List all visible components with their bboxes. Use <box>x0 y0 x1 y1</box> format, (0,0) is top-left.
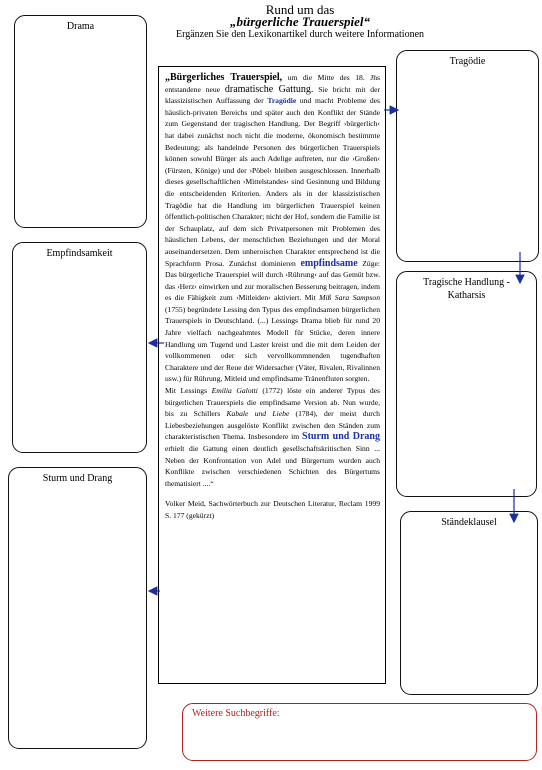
title-line-1: Rund um das <box>265 2 335 17</box>
box-staendeklausel-label: Ständeklausel <box>441 517 497 528</box>
search-terms-label: Weitere Suchbegriffe: <box>192 708 280 719</box>
box-tragische-handlung-label: Tragische Handlung - Katharsis <box>423 277 510 301</box>
link-tragoedie[interactable]: Tragödie <box>267 96 297 106</box>
article-text: Züge: Das bürgerliche Trauerspiel will durch ›Rührung‹ auf das Gemüt bzw. das ›Herz‹ einwirken und zur moralischen Besserung beitragen, indem es die Fähigkeit zum ›Mitleiden‹ aktiviert. Mit <box>165 258 380 303</box>
title-kabale-und-liebe: Kabale und Liebe <box>226 409 290 419</box>
keyword-dramatische-gattung: dramatische Gattung. <box>224 83 314 95</box>
article-text: Mit Lessings <box>165 386 212 396</box>
article-text: erhielt die Gattung einen deutlich gesellschaftskritischen Sinn ... Neben der Konfrontation von Adel und Bürgertum wurden auch Konflikte zwischen verschiedenen Schichten des Bürgertums thematisiert ....“ <box>165 444 380 488</box>
subtitle: Ergänzen Sie den Lexikonartikel durch weitere Informationen <box>175 29 425 40</box>
article-source: Volker Meid, Sachwörterbuch zur Deutschen Literatur, Reclam 1999 S. 177 (gekürzt) <box>165 499 380 520</box>
box-sturm-und-drang-label: Sturm und Drang <box>42 473 113 484</box>
title-line-2: „bürgerliche Trauerspiel“ <box>230 14 370 29</box>
link-sturm-und-drang[interactable]: Sturm und Drang <box>302 431 380 443</box>
article-text: (1772) löste ein anderer Typus des bürgerlichen Trauerspiels die empfindsame Version ab. Nun wurde, bis zu Schillers <box>165 386 380 419</box>
article-text: und macht Probleme des häuslich-privaten Bereichs und später auch den Konflikt der Stände zum Gegenstand der tragischen Handlung. Der Begriff ›bürgerlich‹ hat dabei zunächst noch nicht die moderne, ökonomisch bestimmte Bedeutung; als handelnde Personen des bürgerlichen Trauerspiels können sowohl Bürger als auch Adelige auftreten, nur die ›Großen‹ (Fürsten, Könige) und der ›Pöbel‹ bleiben ausgeschlossen. Innerhalb dieses gesellschaftlichen ›Mittelstandes‹ sind Gesinnung und Bildung die entscheidenden Kriterien. Anders als in der klassizistischen Tragödie hat die Handlung im bürgerlichen Trauerspiel keinen öffentlich-politischen Charakter; nicht der Hof, sondern die Familie ist der Schauplatz, auf dem sich Privatpersonen mit Problemen des häuslichen Lebens, der menschlichen Beziehungen und der Moral auseinandersetzen. Dem unheroischen Charakter entsprechend ist die Sprachform Prosa. Zunächst dominieren <box>165 96 381 268</box>
link-empfindsame[interactable]: empfindsame <box>300 257 358 269</box>
box-empfindsamkeit-label: Empfindsamkeit <box>46 248 113 259</box>
article-term: „Bürgerliches Trauerspiel, <box>165 72 283 83</box>
title-miss-sara-sampson: Miß Sara Sampson <box>319 293 380 303</box>
title-emilia-galotti: Emilia Galotti <box>211 386 258 396</box>
article-text: (1755) begründete Lessing den Typus des empfindsamen bürgerlichen Trauerspiels in Deutschland. (...) Lessings Drama blieb für rund 20 Jahre vielfach nachgeahmtes Modell für Stücke, deren innere Handlung um Tugend und Laster kreist und die mit dem Leiden der vollkommenen oder sich vervollkommnenden tugendhaften Charaktere und der Reue der Widersacher (Väter, Rivalen, Rivalinnen usw.) für Rührung, Mitleid und empfindsame Tränenfluten sorgten. <box>165 304 380 384</box>
box-tragoedie-label: Tragödie <box>449 56 486 67</box>
article-text: Sie bricht mit der klassizistischen Auffassung der <box>165 84 380 106</box>
article-text: um die Mitte des 18. Jhs entstandene neue <box>165 73 380 94</box>
article-text: (1784), der meist durch Liebesbeziehungen ausgelöste Konflikt zwischen den Ständen zum charakteristischen Thema. Insbesondere im <box>165 409 380 442</box>
box-drama-label: Drama <box>66 21 95 32</box>
